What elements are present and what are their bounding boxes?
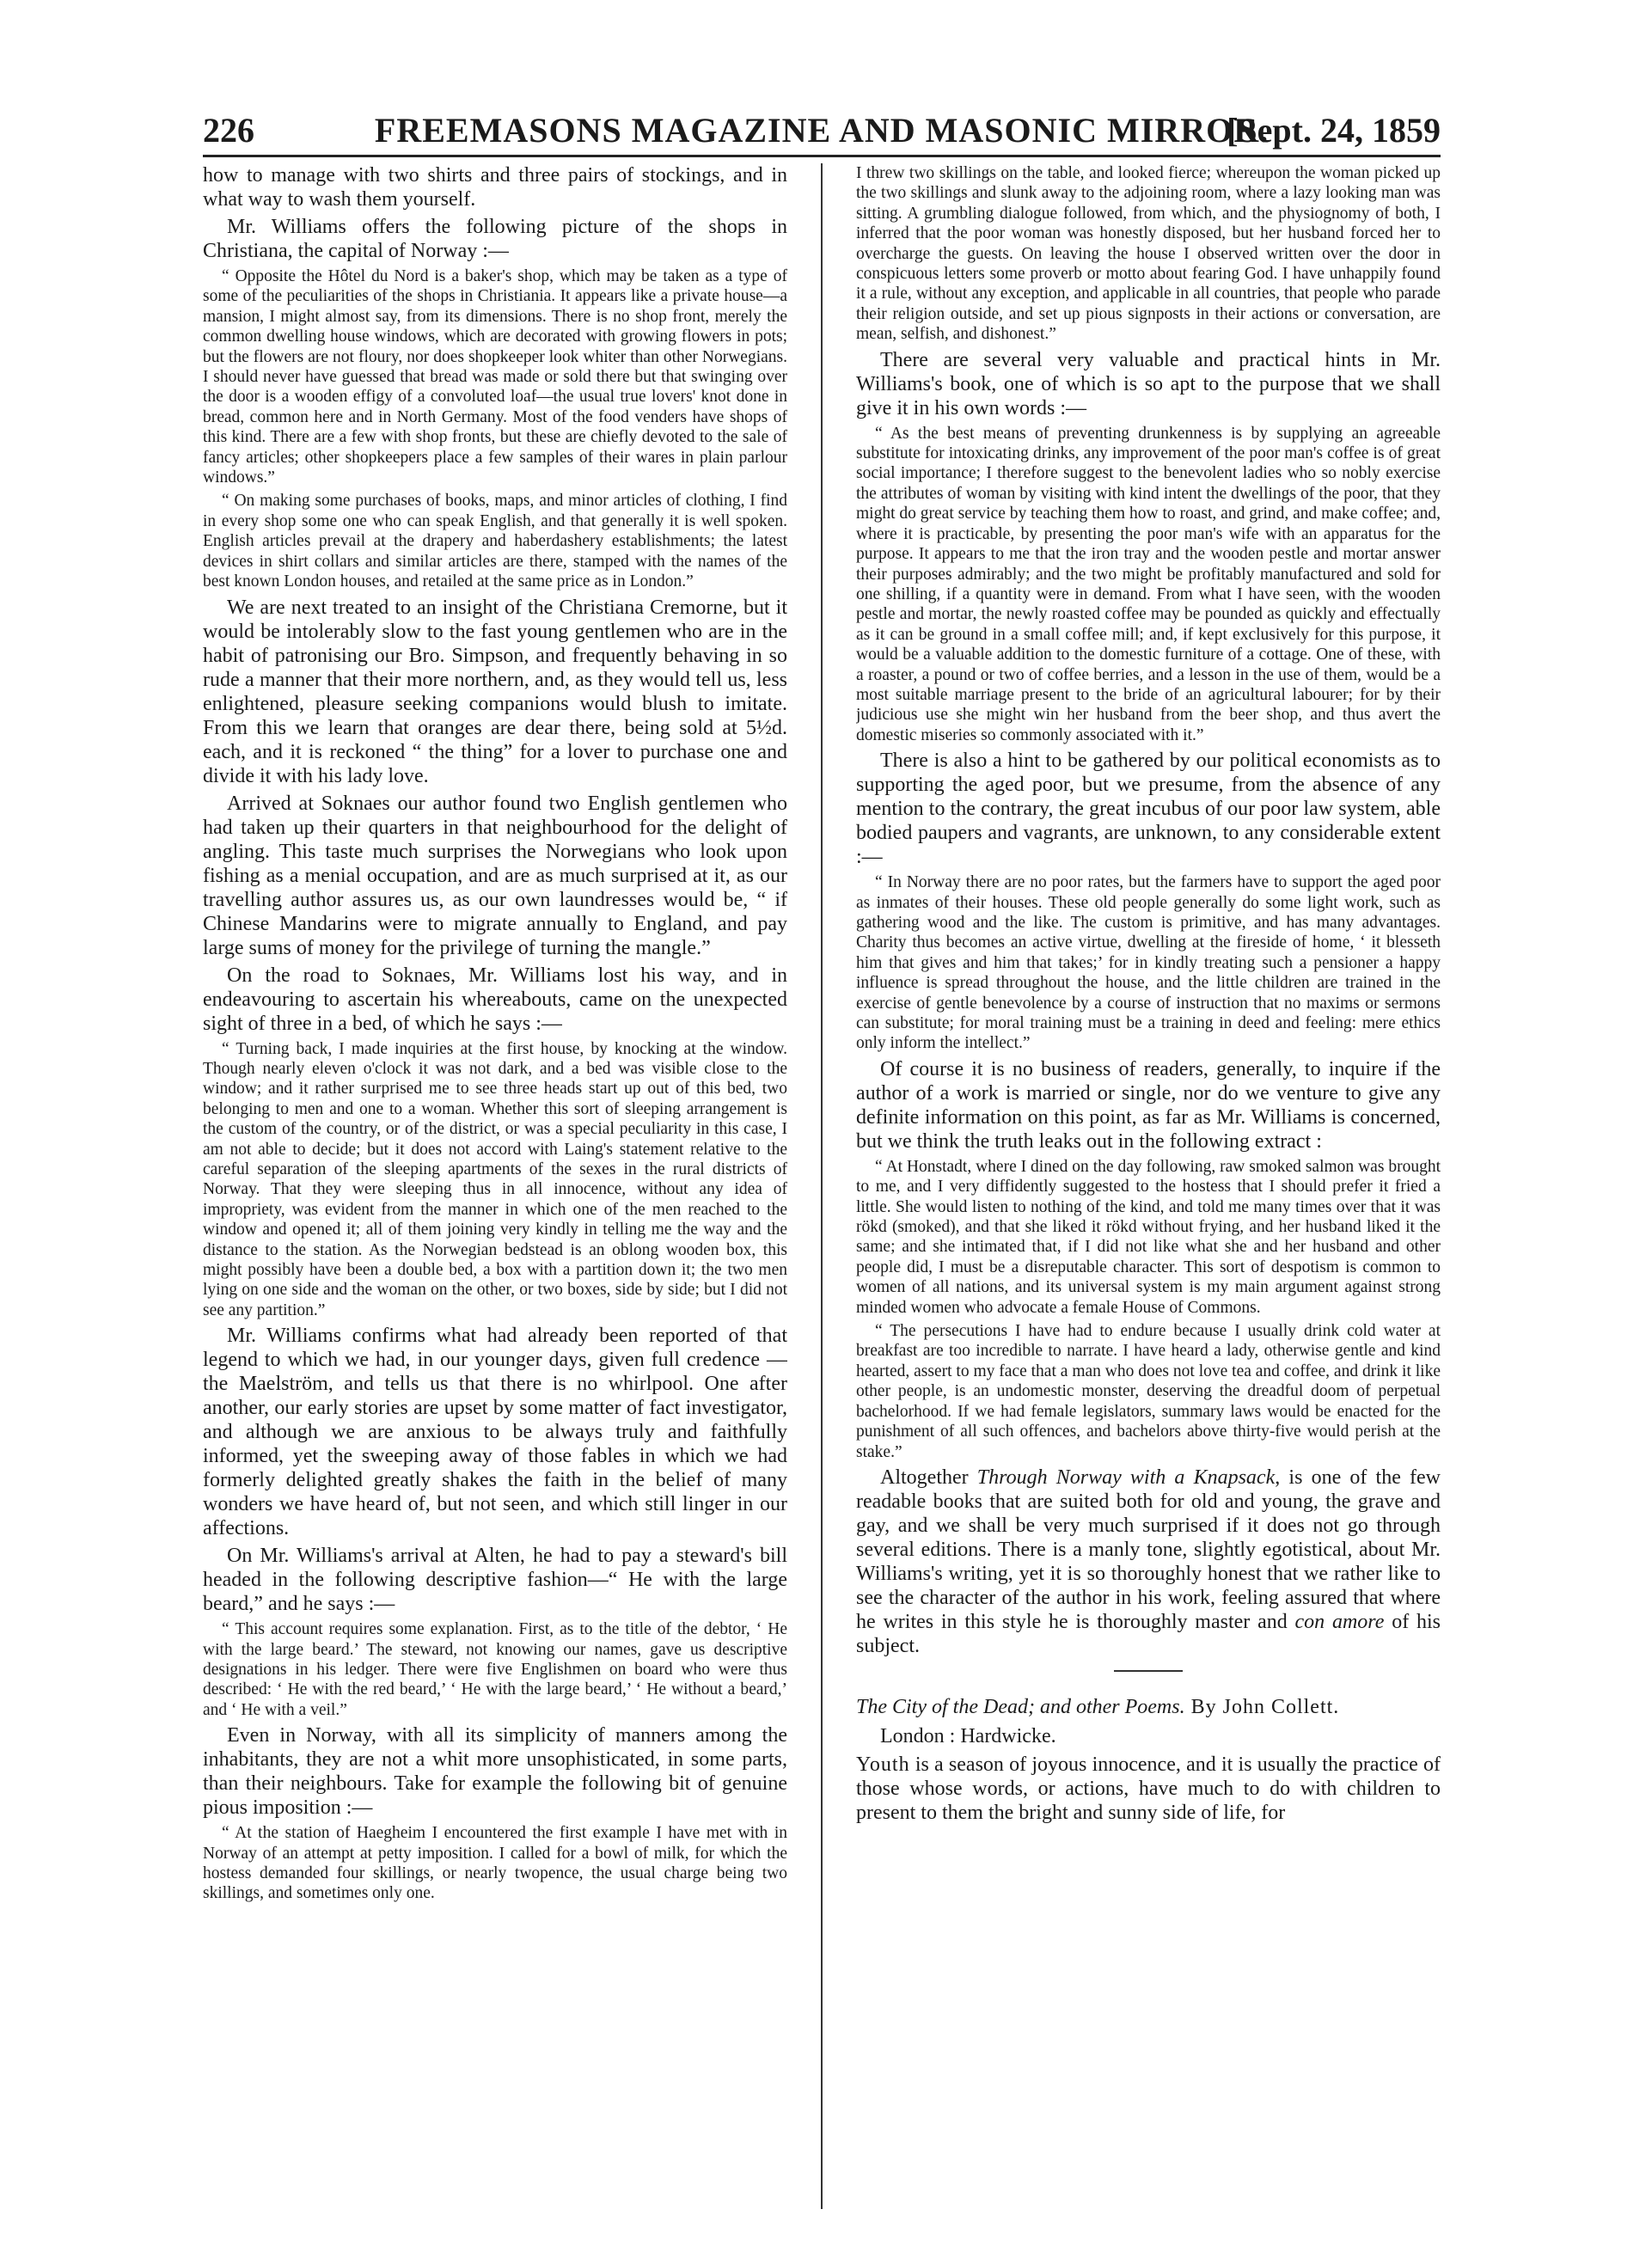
paragraph: Even in Norway, with all its simplicity of manners among the inhabitants, they are not a whit more unsophisticated, in some parts, than their neighbours. Take for example the following bit of genuine pious imposition :— (203, 1724, 787, 1820)
paragraph: We are next treated to an insight of the Christiana Cremorne, but it would be intolerably slow to the fast young gentlemen who are in the habit of patronising our Bro. Simpson, and frequently behaving in so rude a manner that their more northern, and, as they would tell us, less enlightened, pleasure seeking companions would blush to imitate. From this we learn that oranges are dear there, being sold at 5½d. each, and it is reckoned “ the thing” for a lover to purchase one and divide it with his lady love. (203, 596, 787, 787)
paragraph: Mr. Williams offers the following picture of the shops in Christiana, the capital of Norway :— (203, 216, 787, 262)
review-publisher: London : Hardwicke. (880, 1724, 1056, 1747)
paragraph: Arrived at Soknaes our author found two English gentlemen who had taken up their quarters in that neighbourhood for the delight of angling. This taste much surprises the Norwegians who look upon fishing as a menial occupation, and are as much surprised at it, as our travelling author assures us, as our own laundresses would be, “ if Chinese Mandarins were to migrate annually to England, and pay large sums of money for the privilege of turning the mangle.” (203, 792, 787, 959)
text-run: of his subject. (856, 1610, 1441, 1657)
text-run: is a season of joyous innocence, and it is usually the practice of those whose words, or actions, have much to do with children to present to them the bright and sunny side of life, for (856, 1753, 1441, 1824)
masthead-title: FREEMASONS MAGAZINE AND MASONIC MIRROR. (374, 111, 1270, 150)
paragraph: There is also a hint to be gathered by our political economists as to supporting the aged poor, but we presume, from the absence of any mention to the contrary, the great incubus of our poor law system, able bodied paupers and vagrants, are unknown, to any considerable extent :— (856, 750, 1441, 869)
paragraph: On the road to Soknaes, Mr. Williams lost his way, and in endeavouring to ascertain his whereabouts, came on the unexpected sight of three in a bed, of which he says :— (203, 964, 787, 1035)
paragraph: how to manage with two shirts and three pairs of stockings, and in what way to wash them yourself. (203, 164, 787, 211)
header-rule (203, 155, 1441, 157)
review-heading (856, 1694, 1441, 1720)
quotation: “ Turning back, I made inquiries at the first house, by knocking at the window. Though nearly eleven o'clock it was not dark, and a bed was visible close to the window; and it rather surprised me to see three heads start up out of this bed, two belonging to men and one to a woman. Whether this sort of sleeping arrangement is the custom of the country, or of the district, or was a special peculiarity in this case, I am not able to decide; but it does not accord with Laing's statement relative to the careful separation of the sleeping apartments of the sexes in the rural districts of Norway. That they were sleeping thus in all innocence, without any idea of impropriety, was evident from the manner in which one of the men reached to the window and opened it; all of them joining very kindly in telling me the way and the distance to the station. As the Norwegian bedstead is an oblong wooden box, this might possibly have been a double bed, a box with a partition down it; the two men lying on one side and the woman on the other, or two boxes, side by side; but I did not see any partition.” (203, 1039, 787, 1319)
quotation: “ Opposite the Hôtel du Nord is a baker's shop, which may be taken as a type of some of the peculiarities of the shops in Christiania. It appears like a private house—a mansion, I might almost say, from its dimensions. There is no shop front, merely the common dwelling house windows, which are decorated with growing flowers in pots; but the flowers are not floury, nor does shopkeeper look whiter than other Norwegians. I should never have guessed that bread was made or sold there but that swinging over the door is a wooden effigy of a convoluted loaf—the usual true lovers' knot done in bread, common here and in North Germany. Most of the food venders have shops of this kind. There are a few with shop fronts, but these are chiefly devoted to the sale of fancy articles; other shopkeepers place a few samples of their wares in plain parlour windows.” (203, 267, 787, 487)
paragraph: There are several very valuable and practical hints in Mr. Williams's book, one of which is so apt to the purpose that we shall give it in his own words :— (856, 348, 1441, 419)
paragraph: On Mr. Williams's arrival at Alten, he had to pay a steward's bill headed in the following descriptive fashion—“ He with the large beard,” and he says :— (203, 1545, 787, 1616)
text-run: Altogether (880, 1466, 977, 1489)
quotation: “ The persecutions I have had to endure because I usually drink cold water at breakfast are too incredible to narrate. I have heard a lady, otherwise gentle and kind hearted, assert to my face that a man who does not love tea and coffee, and drink it like other people, is an undomestic monster, deserving the dreadful doom of perpetual bachelorhood. If we had female legislators, summary laws would be enacted for the punishment of all such offences, and bachelors above thirty-five would perish at the stake.” (856, 1322, 1441, 1461)
column-divider (821, 163, 823, 2209)
drop-word: Youth (856, 1753, 910, 1776)
page-number: 226 (203, 111, 254, 150)
page-header (203, 110, 1441, 153)
issue-date: [Sept. 24, 1859 (1227, 111, 1441, 150)
text-run: , is one of the few readable books that are suited both for old and young, the grave and gay, and we shall be very much surprised if it does not go through several editions. There is a manly tone, slightly egotistical, about Mr. Williams's writing, yet it is so thoroughly honest that we rather like to see the character of the author in his work, feeling assured that where he writes in this style he is thoroughly master and (856, 1466, 1441, 1633)
section-separator (1114, 1670, 1183, 1672)
quotation: “ In Norway there are no poor rates, but the farmers have to support the aged poor as inmates of their houses. These old people generally do some light work, such as gathering wood and the like. The custom is primitive, and has many advantages. Charity thus becomes an active virtue, dwelling at the fireside of home, ‘ it blesseth him that gives and him that takes;’ for in kindly treating such a pensioner a happy influence is spread throughout the house, and the little children are trained in the exercise of gentle benevolence by a course of instruction that no maxims or sermons can substitute; for moral training must be a training in deed and feeling: mere ethics only inform the intellect.” (856, 873, 1441, 1053)
left-column (203, 163, 787, 2209)
book-title: Through Norway with a Knapsack (976, 1466, 1276, 1489)
review-author: John Collett. (1222, 1695, 1340, 1718)
quotation: “ This account requires some explanation. First, as to the title of the debtor, ‘ He with the large beard.’ The steward, not knowing our names, gave us descriptive designations in his ledger. There were five Englishmen on board who were thus described: ‘ He with the red beard,’ ‘ He with the large beard,’ ‘ He without a beard,’ and ‘ He with a veil.” (203, 1620, 787, 1719)
review-book-title: The City of the Dead; and other Poems. (856, 1695, 1185, 1718)
quotation: I threw two skillings on the table, and looked fierce; whereupon the woman picked up the two skillings and slunk away to the adjoining room, where a lazy looking man was sitting. A grumbling dialogue followed, from which, and the physiognomy of both, I inferred that the poor woman was honestly disposed, but her husband forced her to overcharge the guests. On leaving the house I observed written over the door in conspicuous letters some proverb or motto about fearing God. I have unhappily found it a rule, without any exception, and applicable in all countries, that people who parade their religion outside, and set up pious signposts in their actions or conversation, are mean, selfish, and dishonest.” (856, 164, 1441, 344)
paragraph: Mr. Williams confirms what had already been reported of that legend to which we had, in our younger days, given full credence —the Maelström, and tells us that there is no whirlpool. One after another, our early stories are upset by some matter of fact investigator, and although we are anxious to be always truly and faithfully informed, yet the sweeping away of those fables in which we had formerly delighted greatly shakes the faith in the belief of many wonders we have heard of, but not seen, and which still linger in our affections. (203, 1325, 787, 1540)
italic-phrase: con amore (1294, 1610, 1385, 1633)
quotation: “ At the station of Haegheim I encountered the first example I have met with in Norway of an attempt at petty imposition. I called for a bowl of milk, for which the hostess demanded four skillings, or nearly twopence, the usual charge being two skillings, and sometimes only one. (203, 1824, 787, 1903)
paragraph (856, 1753, 1441, 1825)
paragraph: Of course it is no business of readers, generally, to inquire if the author of a work is married or single, nor do we venture to give any definite information on this point, as far as Mr. Williams is concerned, but we think the truth leaks out in the following extract : (856, 1057, 1441, 1153)
right-column (856, 163, 1441, 2209)
quotation: “ As the best means of preventing drunkenness is by supplying an agreeable substitute for intoxicating drinks, any improvement of the poor man's coffee is of great social importance; I therefore suggest to the benevolent ladies who so nobly exercise the attributes of woman by visiting with kind intent the dwellings of the poor, that they might do great service by teaching them how to roast, and grind, and make coffee; and, where it is practicable, by presenting the poor man's wife with an apparatus for the purpose. It appears to me that the iron tray and the wooden pestle and mortar answer their purposes admirably; and the two might be profitably manufactured and sold for one shilling, if a quantity were in demand. From what I have seen, with the wooden pestle and mortar, the newly roasted coffee may be pounded as quickly and effectually as it can be ground in a small coffee mill; and, if kept exclusively for this purpose, it would be a valuable addition to the domestic furniture of a cottage. One of these, with a roaster, a pound or two of coffee berries, and a lesson in the use of them, would be a most suitable marriage present to the bride of an agricultural labourer; for by their judicious use she might win her husband from the beer shop, and thus avert the domestic miseries so commonly associated with it.” (856, 424, 1441, 744)
quotation: “ At Honstadt, where I dined on the day following, raw smoked salmon was brought to me, and I very diffidently suggested to the hostess that I should prefer it fried a little. She would listen to nothing of the kind, and told me many times over that it was rökd (smoked), and that she liked it rökd without frying, and her husband liked it the same; and she intimated that, if I did not like what she and her husband and other people did, I must be a disreputable character. This sort of despotism is common to women of all nations, and its universal system is my main argument against strong minded women who advocate a female House of Commons. (856, 1157, 1441, 1317)
review-closing-paragraph (856, 1466, 1441, 1658)
review-by: By (1184, 1695, 1223, 1718)
quotation: “ On making some purchases of books, maps, and minor articles of clothing, I find in every shop some one who can speak English, and that generally it is well spoken. English articles prevail at the drapery and haberdashery establishments; the latest devices in shirt collars and similar articles are there, stamped with the names of the best known London houses, and retailed at the same price as in London.” (203, 492, 787, 591)
